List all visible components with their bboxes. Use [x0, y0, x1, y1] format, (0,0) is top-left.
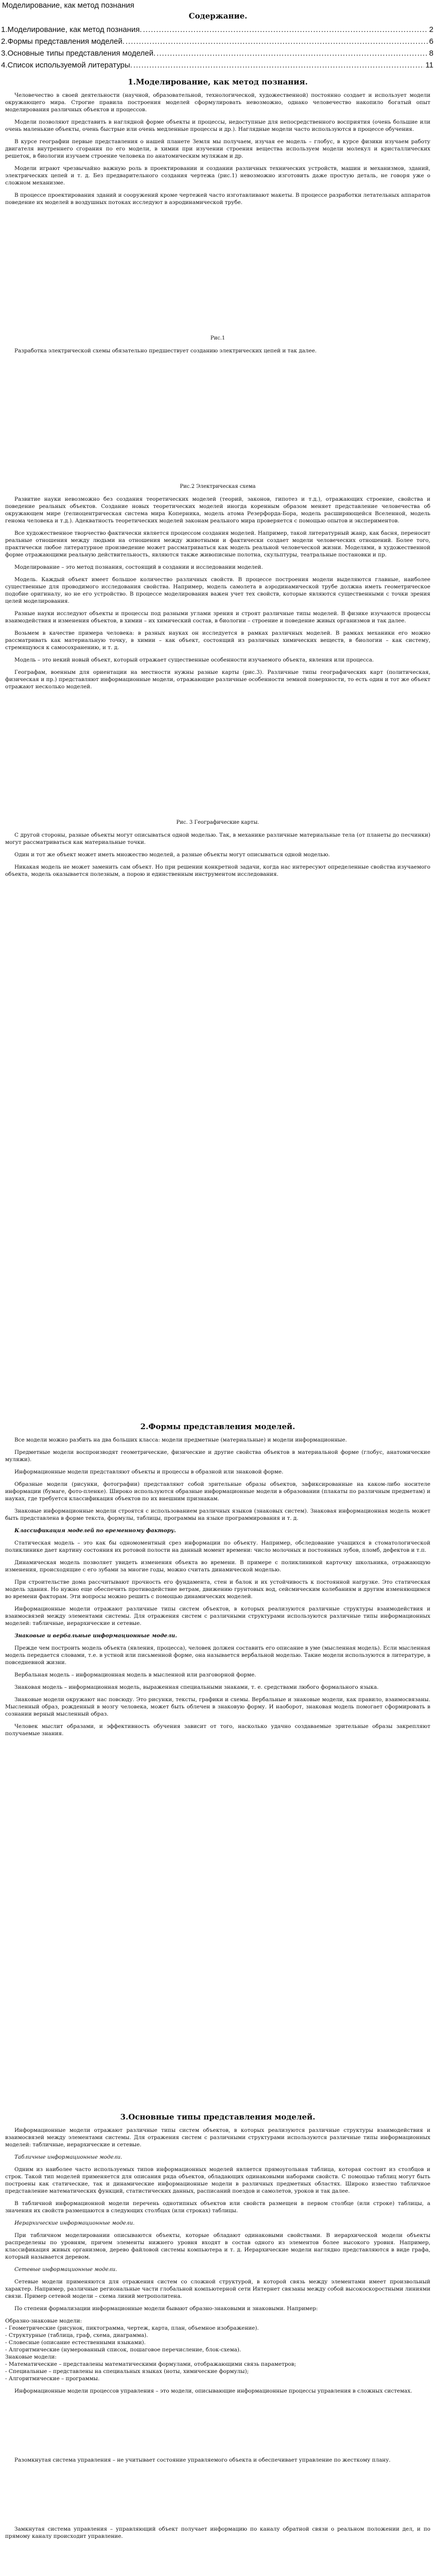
paragraph: При строительстве дома рассчитывают прочность его фундамента, стен и балок и их устойчивость к постоянной нагрузке. Это статическая модель здания. Но нужно еще обеспечить противодействие ветрам, движению грунтовых вод, сейсмическим колебаниям и другим изменяющимся во времени факторам. Эти вопросы можно решить с помощью динамических моделей. [5, 1579, 430, 1600]
paragraph: Все художественное творчество фактически является процессом создания моделей. Например, такой литературный жанр, как басня, переносит реальные отношения между людьми на отношения между животными и фактически создает модели человеческих отношений. Более того, практически любое литературное произведение может рассматриваться как модель реальной человеческой жизни. Моделями, в художественной форме отражающими реальную действительность, являются также живописные полотна, скульптуры, театральные постановки и пр. [5, 530, 430, 558]
paragraph: Модели позволяют представить в наглядной форме объекты и процессы, недоступные для непосредственного восприятия (очень большие или очень маленькие объекты, очень быстрые или очень медленные процессы и др.). Наглядные модели часто используются в процессе обучения. [5, 119, 430, 132]
paragraph: Модель. Каждый объект имеет большое количество различных свойств. В процессе построения модели выделяются главные, наиболее существенные для проводимого исследования свойства. Например, модель самолета в аэродинамической трубе должна иметь геометрическое подобие оригиналу, но не его устройство. В процессе моделирования важен учет тех свойств, которые являются существенными с точки зрения целей моделирования. [5, 577, 430, 604]
subheading: Табличные информационные модели. [14, 2154, 123, 2160]
paragraph: Информационные модели процессов управления – это модели, описывающие информационные процессы управления в сложных системах. [14, 2388, 412, 2394]
paragraph: Знаковые информационные модели строятся с использованием различных языков (знаковых систем). Знаковая информационная модель может быть представлена в форме текста, формулы, таблицы, программы на языке программирования и т. д. [5, 1508, 430, 1521]
toc-item[interactable] [1, 59, 433, 71]
paragraph: Модель – это некий новый объект, который отражает существенные особенности изучаемого объекта, явления или процесса. [14, 657, 374, 663]
paragraph: Информационные модели отражают различные типы систем объектов, в которых реализуются различные структуры взаимодействия и взаимосвязей между элементами системы. Для отражения систем с различными структурами используются различные типы информационных моделей: табличные, иерархические и сетевые. [5, 2127, 430, 2148]
figure-blank [5, 360, 430, 483]
paragraph: Предметные модели воспроизводят геометрические, физические и другие свойства объектов в материальной форме (глобус, анатомические муляжи). [5, 1449, 430, 1463]
paragraph: Разные науки исследуют объекты и процессы под разными углами зрения и строят различные типы моделей. В физике изучаются процессы взаимодействия и изменения объектов, в химии – их химический состав, в биологии – строение и поведение живых организмов и так далее. [5, 611, 430, 624]
figure-blank [5, 696, 430, 819]
paragraph: По степени формализации информационные модели бывают образно-знаковыми и знаковыми. Например: [14, 2306, 318, 2312]
paragraph: Образные модели (рисунки, фотографии) представляют собой зрительные образы объектов, зафиксированные на каком-либо носителе информации (бумаге, фото-пленке). Широко используются образные информационные модели в образовании (плакаты по различным предметам) и науках, где требуется классификация объектов по их внешним признакам. [5, 1481, 430, 1502]
paragraph: Информационные модели отражают различные типы систем объектов, в которых реализуются различные структуры взаимодействия и взаимосвязей между элементами системы. Для отражения систем с различными структурами используются различные типы информационных моделей: табличные, иерархические и сетевые. [5, 1606, 430, 1626]
paragraph: Статическая модель – это как бы одномоментный срез информации по объекту. Например, обследование учащихся в стоматологической поликлинике дает картину состояния их ротовой полости на данный момент времени: число молочных и постоянных зубов, пломб, дефектов и т.п. [5, 1540, 430, 1553]
list-item: - Математические – представлены математическими формулами, отображающими связь параметров; [5, 2361, 297, 2367]
toc-item-page: 11 [425, 61, 433, 70]
list-item: - Геометрические (рисунок, пиктограмма, чертеж, карта, план, объемное изображение). [5, 2325, 259, 2331]
section-2 [5, 1422, 430, 1742]
paragraph: Человек мыслит образами, и эффективность обучения зависит от того, насколько удачно создаваемые зрительные образы закрепляют получаемые знания. [5, 1723, 430, 1737]
model-type-list [5, 2317, 430, 2382]
toc-item-label: 2.Формы представления моделей. [1, 37, 125, 46]
section-1 [5, 77, 430, 883]
figure-caption: Рис.1 [210, 335, 225, 341]
figure-blank [5, 2469, 430, 2526]
paragraph: Один и тот же объект может иметь множество моделей, а разные объекты могут описываться одной моделью. [14, 852, 330, 858]
paragraph: Динамическая модель позволяет увидеть изменения объекта во времени. В примере с поликлиникой карточку школьника, отражающую изменения, происходящие с его зубами за многие годы, можно считать динамической моделью. [5, 1560, 430, 1573]
paragraph: Знаковая модель – информационная модель, выраженная специальными знаками, т. е. средствами любого формального языка. [14, 1684, 379, 1690]
paragraph: При табличном моделировании описываются объекты, которые обладают одинаковыми свойствами. В иерархической модели объекты распределены по уровням, причем элементы нижнего уровня входят в состав одного из элементов более высокого уровня. Например, классификация живых организмов, дерево файловой системы компьютера и т. д. Иерархические модели наглядно представляются в виде графа, который называется деревом. [5, 2232, 430, 2260]
paragraph: В курсе географии первые представления о нашей планете Земля мы получаем, изучая ее модель – глобус, в курсе физики изучаем работу двигателя внутреннего сгорания по его модели, в химии при изучении строения вещества используем модели молекул и кристаллических решеток, в биологии изучаем строение человека по анатомическим муляжам и др. [5, 139, 430, 159]
toc-item-page: 8 [429, 49, 433, 58]
paragraph: Одним из наиболее часто используемых типов информационных моделей является прямоугольная таблица, которая состоит из столбцов и строк. Такой тип моделей применяется для описания ряда объектов, обладающих одинаковыми наборами свойств. С помощью таблиц могут быть построены как статические, так и динамические информационные модели в различных предметных областях. Широко известно табличное представление математических функций, статистических данных, расписаний поездов и самолетов, уроков и так далее. [5, 2166, 430, 2194]
paragraph: Никакая модель не может заменить сам объект. Но при решении конкретной задачи, когда нас интересуют определенные свойства изучаемого объекта, модель оказывается полезным, а порою и единственным инструментом исследования. [5, 864, 430, 877]
paragraph: Модели играют чрезвычайно важную роль в проектировании и создании различных технических устройств, машин и механизмов, зданий, электрических цепей и т. д. Без предварительного создания чертежа (рис.1) невозможно изготовить даже простую деталь, не говоря уже о сложном механизме. [5, 165, 430, 186]
subheading: Сетевые информационные модели. [14, 2266, 117, 2273]
figure-caption: Рис.2 Электрическая схема [180, 484, 256, 489]
document-title: Моделирование, как метод познания [2, 1, 134, 10]
paragraph: В процессе проектирования зданий и сооружений кроме чертежей часто изготавливают макеты. В процессе разработки летательных аппаратов поведение их моделей в воздушных потоках исследуют в аэродинамической трубе. [5, 192, 430, 206]
paragraph: С другой стороны, разные объекты могут описываться одной моделью. Так, в механике различные материальные тела (от планеты до песчинки) могут рассматриваться как материальные точки. [5, 832, 430, 845]
table-of-contents [1, 24, 433, 71]
section-heading: 2.Формы представления моделей. [140, 1422, 295, 1431]
paragraph: Информационные модели представляют объекты и процессы в образной или знаковой форме. [14, 1469, 284, 1475]
list-item: Знаковые модели: [5, 2354, 57, 2360]
paragraph: Географам, военным для ориентации на местности нужны разные карты (рис.3). Различные типы географических карт (политическая, физическая и пр.) представляют информационные модели, отражающие различные особенности земной поверхности, то есть один и тот же объект отражают несколько моделей. [5, 669, 430, 690]
paragraph: Вербальная модель – информационная модель в мысленной или разговорной форме. [14, 1672, 256, 1678]
toc-item-label: 1.Моделирование, как метод познания. [1, 25, 142, 34]
section-3 [5, 2112, 430, 2545]
paragraph: Сетевые модели применяются для отражения систем со сложной структурой, в которой связь между элементами имеет произвольный характер. Например, различные региональные части глобальной компьютерной сети Интернет связаны между собой высокоскоростными линиями связи. Пример сетевой модели – схема линий метрополитена. [5, 2279, 430, 2299]
subheading: Классификация моделей по временному фактору. [14, 1528, 176, 1534]
paragraph: Развитие науки невозможно без создания теоретических моделей (теорий, законов, гипотез и т.д.), отражающих строение, свойства и поведение реальных объектов. Создание новых теоретических моделей иногда коренным образом меняет представление человечества об окружающем мире (гелиоцентрическая система мира Коперника, модель атома Резерфорда-Бора, модель расширяющейся Вселенной, модель генома человека и т.д.). Адекватность теоретических моделей законам реального мира проверяется с помощью опытов и экспериментов. [5, 496, 430, 524]
toc-heading: Содержание. [188, 11, 248, 21]
paragraph: Все модели можно разбить на два больших класса: модели предметные (материальные) и модели информационные. [14, 1437, 347, 1443]
toc-item-page: 2 [429, 25, 433, 34]
toc-item-label: 4.Список используемой литературы. [1, 61, 132, 70]
paragraph: Знаковые модели окружают нас повсюду. Это рисунки, тексты, графики и схемы. Вербальные и знаковые модели, как правило, взаимосвязаны. Мысленный образ, рожденный в мозгу человека, может быть облечен в знаковую форму. И наоборот, знаковая модель помогает сформировать в сознании верный мысленный образ. [5, 1697, 430, 1717]
list-item: - Словесные (описание естественными языками). [5, 2340, 146, 2346]
paragraph: Разомкнутая система управления – не учитывает состояние управляемого объекта и обеспечивает управление по жесткому плану. [14, 2457, 391, 2463]
toc-item[interactable] [1, 36, 433, 47]
paragraph: Моделирование – это метод познания, состоящий в создании и исследовании моделей. [14, 564, 263, 570]
paragraph: Человечество в своей деятельности (научной, образовательной, технологической, художественной) постоянно создает и использует модели окружающего мира. Строгие правила построения моделей сформулировать невозможно, однако человечество накопило богатый опыт моделирования различных объектов и процессов. [5, 92, 430, 113]
toc-item-label: 3.Основные типы представления моделей. [1, 49, 156, 58]
list-item: - Алгоритмические – программы. [5, 2376, 100, 2382]
toc-item[interactable] [1, 24, 433, 36]
paragraph: Прежде чем построить модель объекта (явления, процесса), человек должен составить его описание в уме (мысленная модель). Если мысленная модель передается словами, т.е. в устной или письменной форме, она называется вербальной моделью. Такие модели используются в литературе, в повседневной жизни. [5, 1645, 430, 1666]
section-heading: 1.Моделирование, как метод познания. [128, 77, 308, 87]
subheading: Иерархические информационные модели. [14, 2220, 135, 2226]
paragraph: В табличной информационной модели перечень однотипных объектов или свойств размещен в первом столбце (или строке) таблицы, а значения их свойств размещаются в следующих столбцах (или строках) таблицы. [5, 2200, 430, 2214]
list-item: - Структурные (таблица, граф, схема, диаграмма). [5, 2332, 148, 2338]
list-item: Образно-знаковые модели: [5, 2318, 82, 2324]
toc-item[interactable] [1, 47, 433, 59]
list-item: - Специальные – представлены на специальных языках (ноты, химические формулы); [5, 2368, 249, 2375]
paragraph: Разработка электрической схемы обязательно предшествует созданию электрических цепей и так далее. [14, 348, 317, 354]
figure-blank [5, 2400, 430, 2456]
subheading: Знаковые и вербальные информационные модели. [14, 1633, 177, 1639]
paragraph: Замкнутая система управления – управляющий объект получает информацию по каналу обратной связи о реальном положении дел, и по прямому каналу происходит управление. [5, 2526, 430, 2539]
list-item: - Алгоритмические (нумерованный список, пошаговое перечисление, блок-схема). [5, 2347, 241, 2353]
paragraph: Возьмем в качестве примера человека: в разных науках он исследуется в рамках различных моделей. В рамках механики его можно рассматривать как материальную точку, в химии – как объект, состоящий из различных химических веществ, в биологии – как систему, стремящуюся к самосохранению, и т. д. [5, 630, 430, 651]
section-heading: 3.Основные типы представления моделей. [120, 2112, 316, 2122]
figure-caption: Рис. 3 Географические карты. [176, 820, 259, 825]
figure-blank [5, 211, 430, 335]
toc-item-page: 6 [429, 37, 433, 46]
